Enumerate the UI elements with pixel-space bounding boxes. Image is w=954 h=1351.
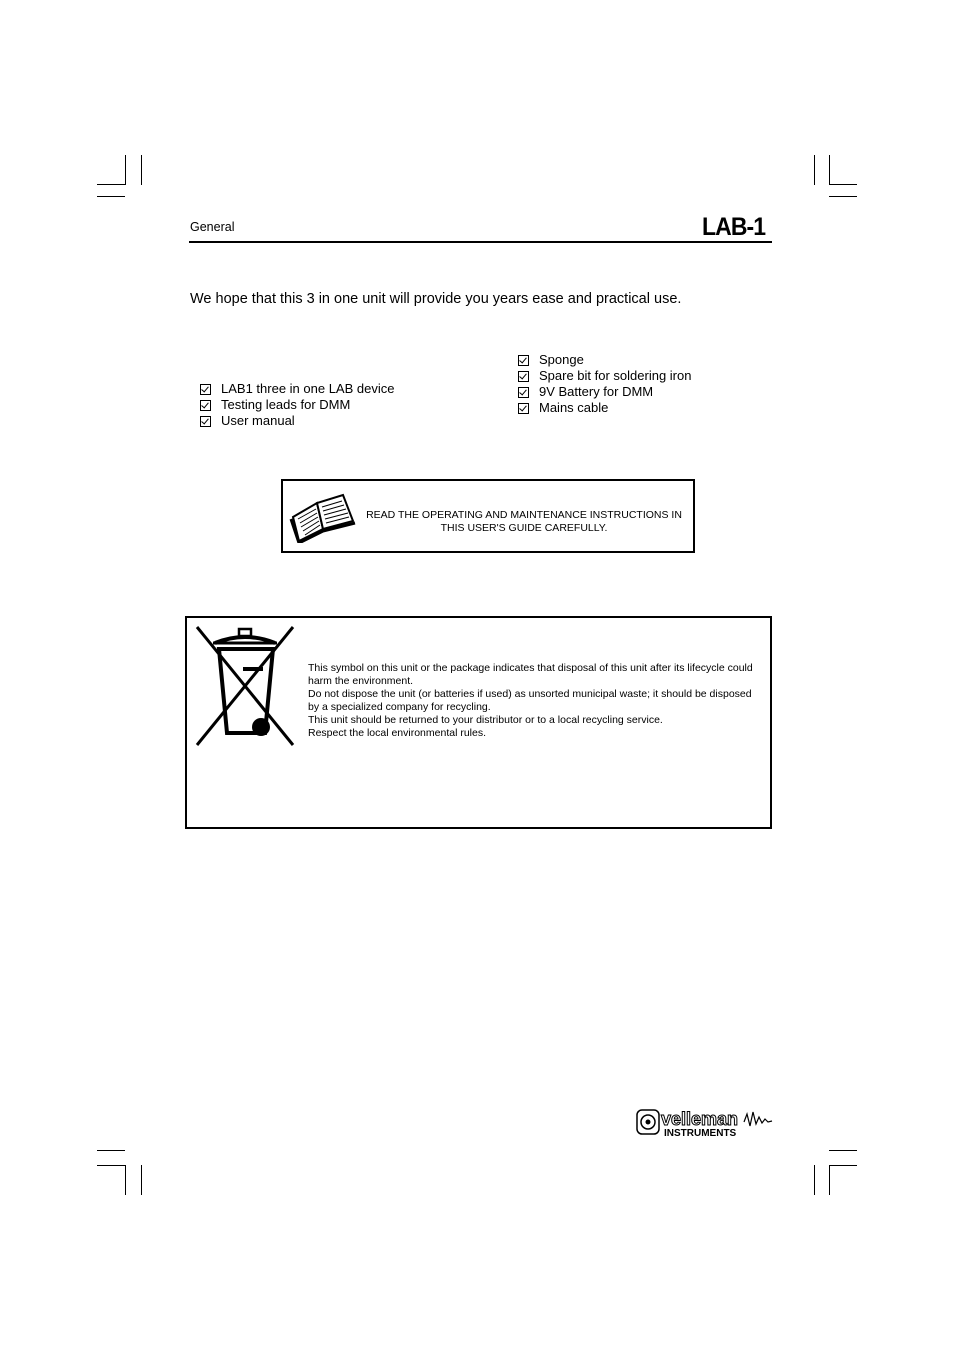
list-item [518, 368, 691, 384]
open-book-icon [287, 487, 357, 543]
crossed-out-wheelie-bin-icon [193, 623, 297, 747]
contents-list-left [200, 381, 394, 429]
list-item-label: Mains cable [539, 400, 609, 415]
brand-name: velleman [661, 1109, 739, 1129]
read-instructions-notice [281, 479, 695, 553]
list-item-label: Spare bit for soldering iron [539, 368, 692, 383]
list-item [518, 384, 691, 400]
checkbox-checked-icon [200, 384, 211, 395]
checkbox-checked-icon [518, 355, 529, 366]
notice-line-1: READ THE OPERATING AND MAINTENANCE INSTRUCTIONS IN [366, 509, 682, 521]
intro-text: We hope that this 3 in one unit will provide you years ease and practical use. [190, 291, 682, 307]
weee-text [308, 662, 763, 740]
notice-text [359, 509, 689, 535]
velleman-instruments-logo [636, 1108, 776, 1138]
weee-paragraph: This unit should be returned to your distributor or to a local recycling service. [308, 714, 663, 726]
list-item [518, 400, 691, 416]
weee-disposal-notice [185, 616, 772, 829]
list-item [518, 352, 691, 368]
header-rule [189, 241, 772, 243]
notice-line-2: THIS USER'S GUIDE CAREFULLY. [440, 522, 608, 534]
list-item [200, 381, 394, 397]
list-item-label: LAB1 three in one LAB device [221, 381, 395, 396]
lab1-logo: LAB-1 [702, 213, 766, 241]
list-item [200, 413, 394, 429]
checkbox-checked-icon [518, 387, 529, 398]
list-item [200, 397, 394, 413]
contents-list-right [518, 352, 691, 416]
list-item-label: Sponge [539, 352, 584, 367]
list-item-label: Testing leads for DMM [221, 397, 351, 412]
brand-subtitle: INSTRUMENTS [664, 1128, 737, 1138]
checkbox-checked-icon [200, 416, 211, 427]
weee-paragraph: This symbol on this unit or the package indicates that disposal of this unit after its lifecycle could harm the environment. [308, 662, 753, 687]
checkbox-checked-icon [518, 403, 529, 414]
checkbox-checked-icon [518, 371, 529, 382]
list-item-label: User manual [221, 413, 295, 428]
list-item-label: 9V Battery for DMM [539, 384, 654, 399]
checkbox-checked-icon [200, 400, 211, 411]
weee-paragraph: Respect the local environmental rules. [308, 727, 487, 739]
weee-paragraph: Do not dispose the unit (or batteries if used) as unsorted municipal waste; it should be disposed by a specialized company for recycling. [308, 688, 752, 713]
section-label: General [190, 220, 235, 234]
